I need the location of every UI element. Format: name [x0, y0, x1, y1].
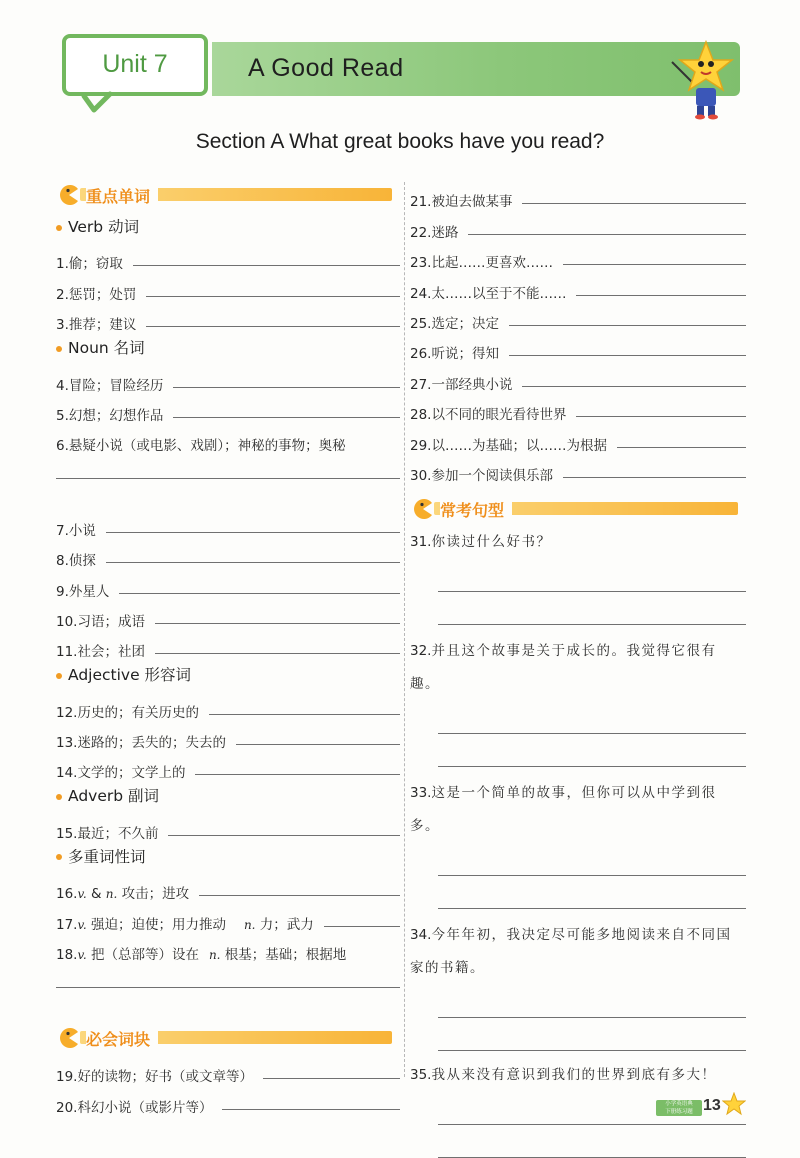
- answer-blank[interactable]: [236, 744, 400, 745]
- pacman-icon: [412, 498, 434, 520]
- column-divider: [404, 182, 405, 1077]
- answer-line[interactable]: [438, 1018, 746, 1051]
- answer-line[interactable]: [438, 985, 746, 1018]
- answer-blank[interactable]: [509, 325, 746, 326]
- answer-blank[interactable]: [324, 926, 400, 927]
- answer-blank[interactable]: [576, 295, 746, 296]
- sentence-item: 34.今年年初，我决定尽可能多地阅读来自不同国家的书籍。: [410, 926, 732, 976]
- vocab-heading-label: 重点单词: [86, 184, 158, 207]
- answer-line[interactable]: [438, 876, 746, 909]
- list-item: 28. 以不同的眼光看待世界: [410, 393, 746, 423]
- answer-blank[interactable]: [56, 987, 400, 1017]
- phrases-heading-label: 必会词块: [86, 1027, 158, 1050]
- answer-blank[interactable]: [119, 593, 400, 594]
- sentence-item: 35.我从来没有意识到我们的世界到底有多大！: [410, 1066, 717, 1083]
- answer-line[interactable]: [438, 592, 746, 625]
- multi-pos-category: 多重词性词: [56, 842, 400, 872]
- answer-blank[interactable]: [133, 265, 400, 266]
- answer-blank[interactable]: [146, 326, 400, 327]
- unit-label: Unit 7: [102, 50, 168, 78]
- answer-blank[interactable]: [146, 296, 400, 297]
- list-item: 2. 惩罚；处罚: [56, 272, 400, 302]
- section-title: Section A What great books have you read?: [195, 130, 605, 153]
- list-item: 13. 迷路的；丢失的；失去的: [56, 721, 400, 751]
- phrases-heading: [56, 1023, 400, 1051]
- answer-blank[interactable]: [106, 562, 400, 563]
- answer-blank[interactable]: [173, 387, 400, 388]
- list-item: 8. 侦探: [56, 539, 400, 569]
- sentences-heading: [410, 494, 746, 522]
- list-item: 29. 以……为基础；以……为根据: [410, 423, 746, 453]
- answer-line[interactable]: [438, 701, 746, 734]
- answer-blank[interactable]: [56, 478, 400, 508]
- answer-blank[interactable]: [155, 623, 400, 624]
- list-item: 7. 小说: [56, 508, 400, 538]
- list-item: 22. 迷路: [410, 210, 746, 240]
- list-item: 12. 历史的；有关历史的: [56, 690, 400, 720]
- unit-badge: [62, 34, 208, 96]
- answer-line[interactable]: [438, 559, 746, 592]
- answer-blank[interactable]: [617, 447, 746, 448]
- answer-blank[interactable]: [468, 234, 746, 235]
- sentence-item: 31.你读过什么好书？: [410, 533, 552, 550]
- list-item: 17. v. 强迫；迫使；用力推动 n. 力；武力: [56, 902, 400, 932]
- noun-category: Noun 名词: [56, 333, 400, 363]
- right-column: [410, 180, 746, 1158]
- answer-line[interactable]: [438, 843, 746, 876]
- answer-blank[interactable]: [199, 895, 400, 896]
- answer-blank[interactable]: [563, 477, 746, 478]
- vocab-heading: [56, 180, 400, 208]
- list-item: 10. 习语；成语: [56, 600, 400, 630]
- list-item: 26. 听说；得知: [410, 332, 746, 362]
- list-item: 27. 一部经典小说: [410, 362, 746, 392]
- answer-blank[interactable]: [106, 532, 400, 533]
- adjective-category: Adjective 形容词: [56, 660, 400, 690]
- sentence-item: 33.这是一个简单的故事，但你可以从中学到很多。: [410, 784, 717, 834]
- list-item: 6. 悬疑小说（或电影、戏剧）；神秘的事物；奥秘: [56, 438, 346, 455]
- answer-blank[interactable]: [195, 774, 400, 775]
- list-item: 16. v. & n. 攻击；进攻: [56, 872, 400, 902]
- answer-blank[interactable]: [222, 1109, 400, 1110]
- answer-blank[interactable]: [522, 203, 746, 204]
- answer-blank[interactable]: [509, 355, 746, 356]
- answer-blank[interactable]: [155, 653, 400, 654]
- list-item: 30. 参加一个阅读俱乐部: [410, 454, 746, 484]
- pacman-icon: [58, 1027, 80, 1049]
- adverb-category: Adverb 副词: [56, 781, 400, 811]
- star-mascot-icon: [668, 38, 738, 120]
- list-item: 24. 太……以至于不能……: [410, 271, 746, 301]
- left-column: [56, 180, 400, 1116]
- list-item: 21. 被迫去做某事: [410, 180, 746, 210]
- answer-blank[interactable]: [522, 386, 746, 387]
- list-item: 11. 社会；社团: [56, 630, 400, 660]
- unit-title: A Good Read: [248, 54, 404, 82]
- star-icon: [722, 1092, 746, 1116]
- answer-blank[interactable]: [576, 416, 746, 417]
- page-number: 13: [703, 1097, 721, 1114]
- list-item: 3. 推荐；建议: [56, 303, 400, 333]
- answer-blank[interactable]: [173, 417, 400, 418]
- list-item: 25. 选定；决定: [410, 302, 746, 332]
- list-item: 1. 偷；窃取: [56, 242, 400, 272]
- answer-blank[interactable]: [563, 264, 746, 265]
- sentence-item: 32.并且这个故事是关于成长的。我觉得它很有趣。: [410, 642, 717, 692]
- list-item: 4. 冒险；冒险经历: [56, 363, 400, 393]
- answer-blank[interactable]: [263, 1078, 400, 1079]
- series-badge: 小学英语典 下册练习题: [656, 1100, 702, 1116]
- answer-line[interactable]: [438, 734, 746, 767]
- answer-blank[interactable]: [168, 835, 400, 836]
- checkmark-icon: [80, 90, 114, 120]
- list-item: 5. 幻想；幻想作品: [56, 394, 400, 424]
- sentences-heading-label: 常考句型: [440, 498, 512, 521]
- pacman-icon: [58, 184, 80, 206]
- answer-blank[interactable]: [209, 714, 400, 715]
- verb-category: Verb 动词: [56, 212, 400, 242]
- list-item: 18. v. 把（总部等）设在 n. 根基；基础；根据地: [56, 947, 347, 964]
- list-item: 14. 文学的；文学上的: [56, 751, 400, 781]
- list-item: 19. 好的读物；好书（或文章等）: [56, 1055, 400, 1085]
- list-item: 9. 外星人: [56, 569, 400, 599]
- list-item: 20. 科幻小说（或影片等）: [56, 1085, 400, 1115]
- list-item: 23. 比起……更喜欢……: [410, 241, 746, 271]
- list-item: 15. 最近；不久前: [56, 811, 400, 841]
